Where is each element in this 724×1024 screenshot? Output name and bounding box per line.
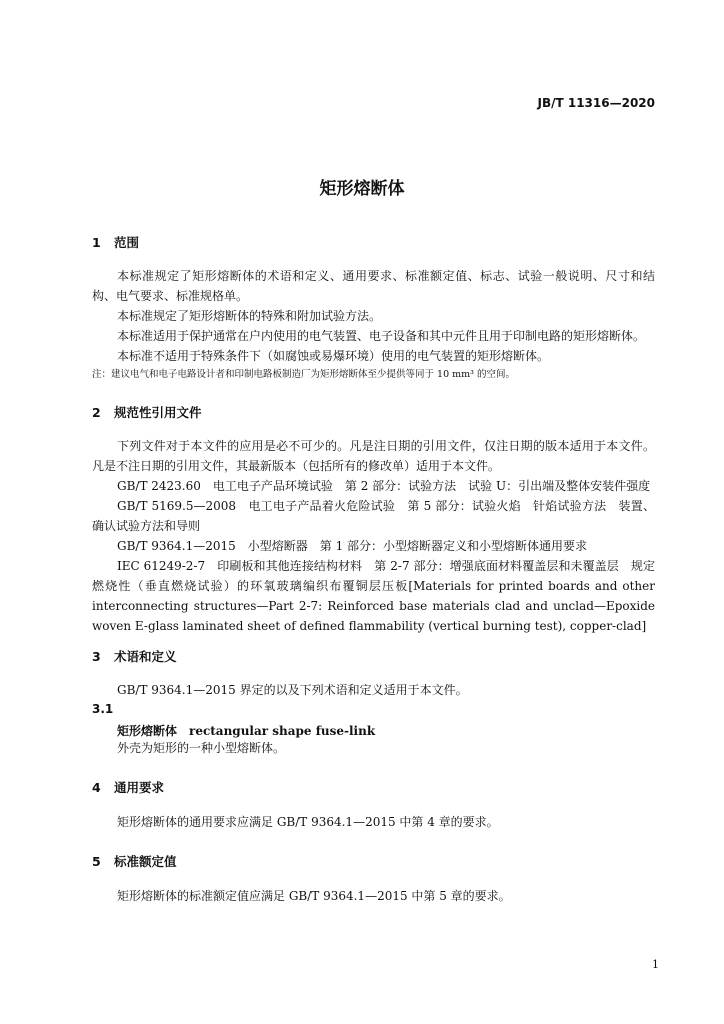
section-title: 通用要求 (114, 780, 165, 795)
term-definition: 外壳为矩形的一种小型熔断体。 (117, 741, 286, 755)
section-heading (92, 403, 202, 421)
paragraph: 下列文件对于本文件的应用是必不可少的。凡是注日期的引用文件，仅注日期的版本适用于本文件。凡是不注日期的引用文件，其最新版本（包括所有的修改单）适用于本文件。 (92, 439, 655, 473)
section-number: 1 (92, 235, 101, 250)
reference-item: GB/T 2423.60 电工电子产品环境试验 第 2 部分：试验方法 试验 U：引出端及整体安装件强度 (117, 479, 651, 493)
document-title: 矩形熔断体 (319, 179, 405, 199)
section-title: 范围 (114, 235, 140, 250)
section-number: 5 (92, 854, 101, 869)
section-title: 术语和定义 (114, 649, 177, 664)
subsection-number: 3.1 (92, 702, 114, 716)
section-heading (92, 778, 164, 796)
section-heading (92, 852, 177, 870)
page-number: 1 (652, 958, 659, 971)
section-title: 标准额定值 (114, 854, 177, 869)
section-heading (92, 647, 177, 665)
section-number: 4 (92, 780, 101, 795)
paragraph: GB/T 9364.1—2015 界定的以及下列术语和定义适用于本文件。 (117, 683, 468, 697)
reference-item: IEC 61249-2-7 印刷板和其他连接结构材料 第 2-7 部分：增强底面材料覆盖层和未覆盖层 规定燃烧性（垂直燃烧试验）的环氧玻璃编织布覆铜层压板[Materials for printed boards and other interconnecting structures—Part 2-7: Reinforced base materials clad and unclad—Epoxide woven E-glass laminated sheet of defined flammability (vertical burning test), copper-clad] (92, 559, 655, 633)
section-heading (92, 233, 139, 251)
paragraph: 本标准适用于保护通常在户内使用的电气装置、电子设备和其中元件且用于印制电路的矩形熔断体。 (117, 329, 646, 343)
section-title: 规范性引用文件 (114, 405, 202, 420)
section-number: 2 (92, 405, 101, 420)
paragraph: 本标准规定了矩形熔断体的特殊和附加试验方法。 (117, 309, 382, 323)
note: 注：建议电气和电子电路设计者和印制电路板制造厂为矩形熔断体至少提供等同于 10 mm³ 的空间。 (92, 369, 515, 380)
paragraph: 本标准不适用于特殊条件下（如腐蚀或易爆环境）使用的电气装置的矩形熔断体。 (117, 349, 550, 363)
paragraph: 本标准规定了矩形熔断体的术语和定义、通用要求、标准额定值、标志、试验一般说明、尺寸和结构、电气要求、标准规格单。 (92, 269, 655, 303)
reference-item: GB/T 9364.1—2015 小型熔断器 第 1 部分：小型熔断器定义和小型熔断体通用要求 (117, 539, 588, 553)
term-entry: 矩形熔断体 rectangular shape fuse-link (117, 724, 376, 738)
section-number: 3 (92, 649, 101, 664)
standard-code: JB/T 11316—2020 (537, 96, 655, 110)
paragraph: 矩形熔断体的标准额定值应满足 GB/T 9364.1—2015 中第 5 章的要求。 (117, 889, 511, 903)
paragraph: 矩形熔断体的通用要求应满足 GB/T 9364.1—2015 中第 4 章的要求。 (117, 815, 499, 829)
reference-item: GB/T 5169.5—2008 电工电子产品着火危险试验 第 5 部分：试验火焰 针焰试验方法 装置、确认试验方法和导则 (92, 499, 655, 533)
